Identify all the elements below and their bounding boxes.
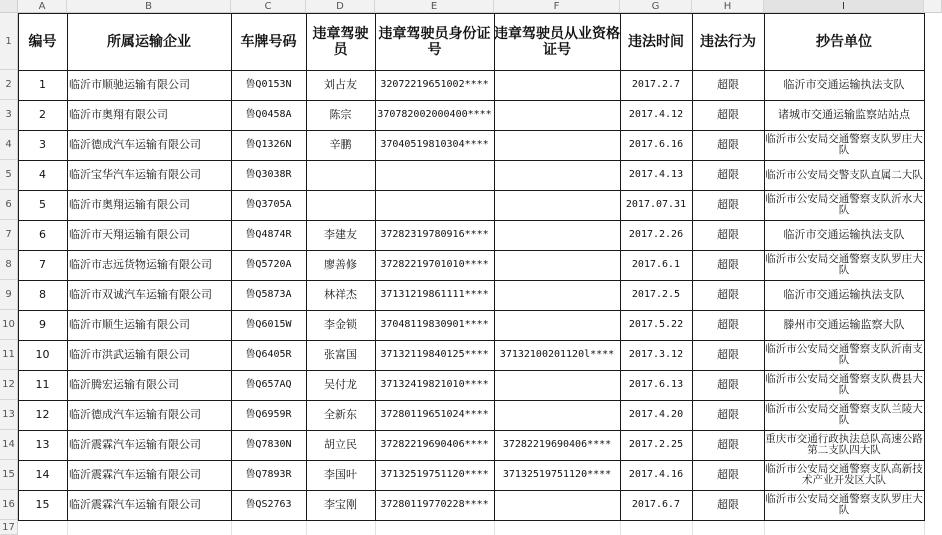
- cell-number[interactable]: 12: [18, 400, 68, 431]
- cell-driver[interactable]: 全新东: [306, 400, 376, 431]
- cell-violation-type[interactable]: 超限: [692, 190, 765, 221]
- column-header-blank: [924, 0, 942, 13]
- cell-plate[interactable]: 鲁Q7830N: [231, 430, 307, 461]
- cell-reporting-unit[interactable]: 滕州市交通运输监察大队: [764, 310, 925, 341]
- cell-driver-license[interactable]: [494, 70, 621, 101]
- cell-driver-id[interactable]: 37132419821010****: [375, 370, 495, 401]
- cell-violation-time[interactable]: 2017.2.5: [620, 280, 693, 311]
- row-header-6[interactable]: 6: [0, 190, 18, 220]
- cell-plate[interactable]: 鲁Q1326N: [231, 130, 307, 161]
- cell-company[interactable]: 临沂市天翔运输有限公司: [67, 220, 232, 251]
- cell-violation-type[interactable]: 超限: [692, 220, 765, 251]
- cell-driver-id[interactable]: 37280119770228****: [375, 490, 495, 521]
- cell-driver-license[interactable]: 37132100201120l****: [494, 340, 621, 371]
- header-plate[interactable]: 车牌号码: [231, 13, 307, 71]
- cell-reporting-unit[interactable]: 临沂市交通运输执法支队: [764, 70, 925, 101]
- row-header-13[interactable]: 13: [0, 400, 18, 430]
- cell-plate[interactable]: 鲁QS2763: [231, 490, 307, 521]
- cell-number[interactable]: 8: [18, 280, 68, 311]
- row-header-14[interactable]: 14: [0, 430, 18, 460]
- row-header-9[interactable]: 9: [0, 280, 18, 310]
- select-all-corner[interactable]: [0, 0, 18, 13]
- cell-driver-license[interactable]: [494, 280, 621, 311]
- cell-company[interactable]: 临沂市双诚汽车运输有限公司: [67, 280, 232, 311]
- cell-company[interactable]: 临沂德成汽车运输有限公司: [67, 400, 232, 431]
- cell-violation-time[interactable]: 2017.6.1: [620, 250, 693, 281]
- cell-violation-type[interactable]: 超限: [692, 460, 765, 491]
- header-driver-id[interactable]: 违章驾驶员身份证号: [375, 13, 495, 71]
- cell-number[interactable]: 10: [18, 340, 68, 371]
- cell-violation-type[interactable]: 超限: [692, 340, 765, 371]
- cell-number[interactable]: 3: [18, 130, 68, 161]
- cell-violation-time[interactable]: 2017.2.25: [620, 430, 693, 461]
- cell-driver[interactable]: 李金锁: [306, 310, 376, 341]
- cell-plate[interactable]: 鲁Q657AQ: [231, 370, 307, 401]
- header-driver-license[interactable]: 违章驾驶员从业资格证号: [494, 13, 621, 71]
- cell-violation-time[interactable]: 2017.4.13: [620, 160, 693, 191]
- column-header-e[interactable]: E: [375, 0, 494, 13]
- cell-violation-time[interactable]: 2017.6.7: [620, 490, 693, 521]
- row-header-3[interactable]: 3: [0, 100, 18, 130]
- cell-driver[interactable]: 陈宗: [306, 100, 376, 131]
- cell-plate[interactable]: 鲁Q7893R: [231, 460, 307, 491]
- row-header-15[interactable]: 15: [0, 460, 18, 490]
- cell-driver[interactable]: 胡立民: [306, 430, 376, 461]
- cell-reporting-unit[interactable]: 临沂市公安局交通警察支队费县大队: [764, 370, 925, 401]
- cell-reporting-unit[interactable]: 临沂市公安局交通警察支队罗庄大队: [764, 250, 925, 281]
- cell-violation-type[interactable]: 超限: [692, 130, 765, 161]
- cell-reporting-unit[interactable]: 临沂市公安局交警支队直属二大队: [764, 160, 925, 191]
- cell-driver-license[interactable]: [494, 100, 621, 131]
- cell-plate[interactable]: 鲁Q0153N: [231, 70, 307, 101]
- cell-driver-id[interactable]: 37282319780916****: [375, 220, 495, 251]
- column-header-i[interactable]: I: [764, 0, 924, 13]
- row-header-8[interactable]: 8: [0, 250, 18, 280]
- cell-reporting-unit[interactable]: 临沂市交通运输执法支队: [764, 220, 925, 251]
- cell-reporting-unit[interactable]: 临沂市公安局交通警察支队罗庄大队: [764, 130, 925, 161]
- cell-violation-type[interactable]: 超限: [692, 280, 765, 311]
- cell-driver-id[interactable]: 37131219861111****: [375, 280, 495, 311]
- cell-violation-time[interactable]: 2017.6.13: [620, 370, 693, 401]
- cell-company[interactable]: 临沂腾宏运输有限公司: [67, 370, 232, 401]
- cell-violation-type[interactable]: 超限: [692, 400, 765, 431]
- cell-driver-license[interactable]: [494, 250, 621, 281]
- cell-driver-id[interactable]: 37282219690406****: [375, 430, 495, 461]
- cell-company[interactable]: 临沂震霖汽车运输有限公司: [67, 490, 232, 521]
- cell-plate[interactable]: 鲁Q5720A: [231, 250, 307, 281]
- cell-number[interactable]: 6: [18, 220, 68, 251]
- cell-number[interactable]: 5: [18, 190, 68, 221]
- cell-company[interactable]: 临沂市顺生运输有限公司: [67, 310, 232, 341]
- header-driver[interactable]: 违章驾驶员: [306, 13, 376, 71]
- cell-plate[interactable]: 鲁Q0458A: [231, 100, 307, 131]
- cell-driver[interactable]: 吴付龙: [306, 370, 376, 401]
- cell-company[interactable]: 临沂市顺驰运输有限公司: [67, 70, 232, 101]
- header-reporting-unit[interactable]: 抄告单位: [764, 13, 925, 71]
- row-header-17[interactable]: 17: [0, 520, 18, 535]
- header-number[interactable]: 编号: [18, 13, 68, 71]
- cell-violation-type[interactable]: 超限: [692, 370, 765, 401]
- cell-violation-type[interactable]: 超限: [692, 310, 765, 341]
- cell-driver-license[interactable]: [494, 400, 621, 431]
- cell-driver-id[interactable]: 37132519751120****: [375, 460, 495, 491]
- cell-violation-time[interactable]: 2017.4.16: [620, 460, 693, 491]
- cell-plate[interactable]: 鲁Q3705A: [231, 190, 307, 221]
- cell-company[interactable]: 临沂宝华汽车运输有限公司: [67, 160, 232, 191]
- cell-driver[interactable]: 李宝刚: [306, 490, 376, 521]
- column-header-b[interactable]: B: [67, 0, 231, 13]
- cell-number[interactable]: 15: [18, 490, 68, 521]
- cell-driver-license[interactable]: [494, 190, 621, 221]
- cell-company[interactable]: 临沂市志远货物运输有限公司: [67, 250, 232, 281]
- cell-violation-time[interactable]: 2017.5.22: [620, 310, 693, 341]
- column-header-g[interactable]: G: [620, 0, 692, 13]
- header-company[interactable]: 所属运输企业: [67, 13, 232, 71]
- cell-driver-license[interactable]: [494, 160, 621, 191]
- cell-plate[interactable]: 鲁Q6015W: [231, 310, 307, 341]
- cell-reporting-unit[interactable]: 临沂市交通运输执法支队: [764, 280, 925, 311]
- cell-number[interactable]: 13: [18, 430, 68, 461]
- cell-reporting-unit[interactable]: 诸城市交通运输监察站站点: [764, 100, 925, 131]
- cell-violation-type[interactable]: 超限: [692, 490, 765, 521]
- cell-violation-time[interactable]: 2017.3.12: [620, 340, 693, 371]
- row-header-2[interactable]: 2: [0, 70, 18, 100]
- cell-driver-license[interactable]: [494, 370, 621, 401]
- cell-violation-time[interactable]: 2017.2.26: [620, 220, 693, 251]
- column-header-f[interactable]: F: [494, 0, 620, 13]
- cell-driver[interactable]: [306, 190, 376, 221]
- cell-violation-type[interactable]: 超限: [692, 100, 765, 131]
- cell-reporting-unit[interactable]: 临沂市公安局交通警察支队罗庄大队: [764, 490, 925, 521]
- column-header-h[interactable]: H: [692, 0, 764, 13]
- cell-violation-type[interactable]: 超限: [692, 250, 765, 281]
- cell-number[interactable]: 9: [18, 310, 68, 341]
- cell-number[interactable]: 2: [18, 100, 68, 131]
- cell-reporting-unit[interactable]: 临沂市公安局交通警察支队沂水大队: [764, 190, 925, 221]
- cell-violation-type[interactable]: 超限: [692, 160, 765, 191]
- cell-violation-time[interactable]: 2017.4.20: [620, 400, 693, 431]
- cell-reporting-unit[interactable]: 重庆市交通行政执法总队高速公路第二支队四大队: [764, 430, 925, 461]
- cell-company[interactable]: 临沂市奥翔运输有限公司: [67, 190, 232, 221]
- cell-company[interactable]: 临沂德成汽车运输有限公司: [67, 130, 232, 161]
- cell-company[interactable]: 临沂震霖汽车运输有限公司: [67, 460, 232, 491]
- cell-driver-license[interactable]: 37132519751120****: [494, 460, 621, 491]
- column-header-d[interactable]: D: [306, 0, 375, 13]
- cell-driver[interactable]: 廖善修: [306, 250, 376, 281]
- cell-company[interactable]: 临沂震霖汽车运输有限公司: [67, 430, 232, 461]
- cell-driver[interactable]: 李建友: [306, 220, 376, 251]
- column-header-c[interactable]: C: [231, 0, 306, 13]
- cell-driver-license[interactable]: [494, 310, 621, 341]
- cell-driver[interactable]: 李国叶: [306, 460, 376, 491]
- cell-driver-id[interactable]: 37048119830901****: [375, 310, 495, 341]
- cell-company[interactable]: 临沂市奥翔有限公司: [67, 100, 232, 131]
- cell-violation-time[interactable]: 2017.07.31: [620, 190, 693, 221]
- row-header-5[interactable]: 5: [0, 160, 18, 190]
- cell-driver-id[interactable]: 37040519810304****: [375, 130, 495, 161]
- cell-driver-id[interactable]: [375, 160, 495, 191]
- cell-number[interactable]: 14: [18, 460, 68, 491]
- cell-violation-type[interactable]: 超限: [692, 70, 765, 101]
- row-header-7[interactable]: 7: [0, 220, 18, 250]
- cell-number[interactable]: 1: [18, 70, 68, 101]
- cell-driver-id[interactable]: 37282219701010****: [375, 250, 495, 281]
- row-header-4[interactable]: 4: [0, 130, 18, 160]
- cell-number[interactable]: 7: [18, 250, 68, 281]
- cell-reporting-unit[interactable]: 临沂市公安局交通警察支队沂南支队: [764, 340, 925, 371]
- cell-driver-id[interactable]: 370782002000400****: [375, 100, 495, 131]
- cell-number[interactable]: 4: [18, 160, 68, 191]
- cell-reporting-unit[interactable]: 临沂市公安局交通警察支队高新技术产业开发区大队: [764, 460, 925, 491]
- cell-violation-time[interactable]: 2017.4.12: [620, 100, 693, 131]
- cell-driver[interactable]: 张富国: [306, 340, 376, 371]
- row-header-11[interactable]: 11: [0, 340, 18, 370]
- cell-plate[interactable]: 鲁Q4874R: [231, 220, 307, 251]
- cell-driver[interactable]: 刘占友: [306, 70, 376, 101]
- cell-driver[interactable]: 辛鹏: [306, 130, 376, 161]
- cell-driver-license[interactable]: [494, 130, 621, 161]
- cell-reporting-unit[interactable]: 临沂市公安局交通警察支队兰陵大队: [764, 400, 925, 431]
- cell-driver-license[interactable]: [494, 220, 621, 251]
- cell-driver-id[interactable]: 37280119651024****: [375, 400, 495, 431]
- cell-driver-license[interactable]: 37282219690406****: [494, 430, 621, 461]
- cell-plate[interactable]: 鲁Q6405R: [231, 340, 307, 371]
- cell-violation-time[interactable]: 2017.6.16: [620, 130, 693, 161]
- row-header-10[interactable]: 10: [0, 310, 18, 340]
- header-violation-type[interactable]: 违法行为: [692, 13, 765, 71]
- cell-plate[interactable]: 鲁Q3038R: [231, 160, 307, 191]
- cell-plate[interactable]: 鲁Q5873A: [231, 280, 307, 311]
- row-header-12[interactable]: 12: [0, 370, 18, 400]
- cell-driver[interactable]: [306, 160, 376, 191]
- header-violation-time[interactable]: 违法时间: [620, 13, 693, 71]
- cell-driver-license[interactable]: [494, 490, 621, 521]
- cell-driver-id[interactable]: 37132119840125****: [375, 340, 495, 371]
- row-header-16[interactable]: 16: [0, 490, 18, 520]
- cell-violation-time[interactable]: 2017.2.7: [620, 70, 693, 101]
- cell-company[interactable]: 临沂市洪武运输有限公司: [67, 340, 232, 371]
- cell-plate[interactable]: 鲁Q6959R: [231, 400, 307, 431]
- cell-driver-id[interactable]: 32072219651002****: [375, 70, 495, 101]
- cell-driver-id[interactable]: [375, 190, 495, 221]
- cell-driver[interactable]: 林祥杰: [306, 280, 376, 311]
- column-header-a[interactable]: A: [18, 0, 67, 13]
- cell-number[interactable]: 11: [18, 370, 68, 401]
- cell-violation-type[interactable]: 超限: [692, 430, 765, 461]
- row-header-1[interactable]: 1: [0, 13, 18, 70]
